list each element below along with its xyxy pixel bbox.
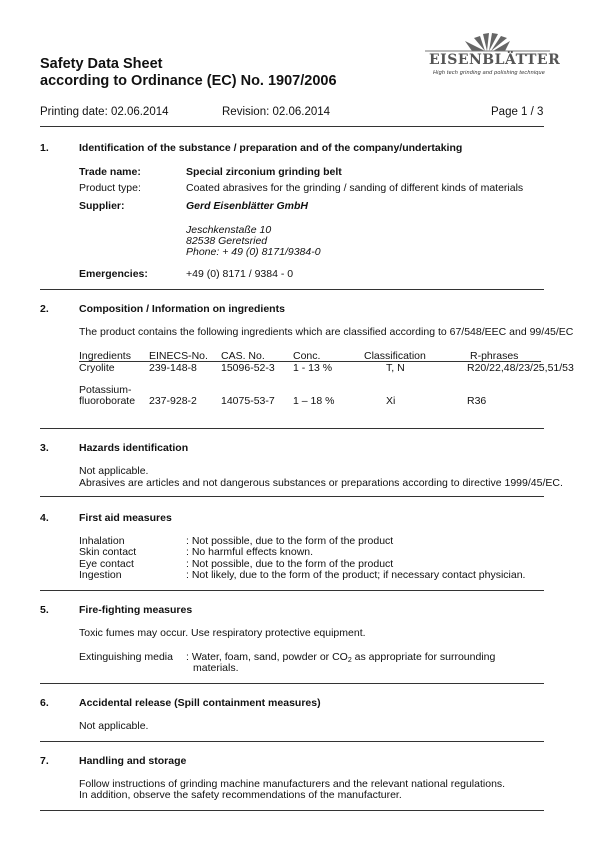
cas-number: 15096-52-3	[221, 362, 275, 374]
hazards-text: Abrasives are articles and not dangerous substances or preparations according to directive 1999/45/EC.	[79, 477, 563, 489]
first-aid-label: Skin contact	[79, 546, 137, 558]
col-header-ingredients: Ingredients	[79, 350, 131, 362]
section-number: 4.	[40, 512, 49, 524]
logo-sunburst-icon	[425, 30, 550, 52]
classification: T, N	[386, 362, 405, 374]
supplier-value: Gerd Eisenblätter GmbH	[186, 200, 308, 212]
section-number: 1.	[40, 142, 49, 154]
fire-fighting-text: Toxic fumes may occur. Use respiratory protective equipment.	[79, 627, 366, 639]
section-heading: Fire-fighting measures	[79, 604, 193, 616]
logo-tagline: High tech grinding and polishing technique	[433, 70, 546, 76]
concentration: 1 – 18 %	[293, 395, 335, 407]
col-header-einecs: EINECS-No.	[149, 350, 208, 362]
extinguishing-media-part: : Water, foam, sand, powder or CO	[186, 651, 348, 663]
section-number: 6.	[40, 697, 49, 709]
section-number: 2.	[40, 303, 49, 315]
printing-date: Printing date: 02.06.2014	[40, 106, 169, 118]
section-number: 3.	[40, 442, 49, 454]
product-type-label: Product type:	[79, 182, 141, 194]
divider	[40, 289, 544, 290]
section-number: 7.	[40, 755, 49, 767]
extinguishing-media-label: Extinguishing media	[79, 651, 173, 663]
section-heading: Identification of the substance / preparation and of the company/undertaking	[79, 142, 463, 154]
divider	[40, 428, 544, 429]
accidental-release-text: Not applicable.	[79, 720, 149, 732]
address-street: Jeschkenstaße 10	[186, 224, 272, 236]
extinguishing-media-cont: materials.	[193, 662, 239, 674]
first-aid-text: : No harmful effects known.	[186, 546, 314, 558]
cas-number: 14075-53-7	[221, 395, 275, 407]
divider	[40, 810, 544, 811]
section-heading: Hazards identification	[79, 442, 189, 454]
first-aid-label: Eye contact	[79, 558, 134, 570]
first-aid-text: : Not likely, due to the form of the product; if necessary contact physician.	[186, 569, 526, 581]
concentration: 1 - 13 %	[293, 362, 333, 374]
divider	[40, 496, 544, 497]
section-heading: First aid measures	[79, 512, 172, 524]
address-city: 82538 Geretsried	[186, 235, 268, 247]
handling-text: Follow instructions of grinding machine manufacturers and the relevant national regulations.	[79, 778, 506, 790]
ingredient-name: Cryolite	[79, 362, 115, 374]
col-header-r-phrases: R-phrases	[470, 350, 519, 362]
hazards-text: Not applicable.	[79, 465, 149, 477]
extinguishing-media-part: as appropriate for surrounding	[351, 651, 496, 663]
emergencies-label: Emergencies:	[79, 268, 148, 280]
classification: Xi	[386, 395, 396, 407]
emergencies-value: +49 (0) 8171 / 9384 - 0	[186, 268, 294, 280]
logo-wordmark: EISENBLÄTTER	[429, 52, 561, 68]
document-title: Safety Data Sheet	[40, 56, 163, 72]
revision-date: Revision: 02.06.2014	[222, 106, 331, 118]
section-heading: Accidental release (Spill containment measures)	[79, 697, 321, 709]
supplier-label: Supplier:	[79, 200, 125, 212]
divider	[40, 683, 544, 684]
trade-name-label: Trade name:	[79, 166, 141, 178]
handling-text: In addition, observe the safety recommendations of the manufacturer.	[79, 789, 402, 801]
page-number: Page 1 / 3	[491, 106, 544, 118]
company-logo	[425, 30, 561, 78]
document-subtitle: according to Ordinance (EC) No. 1907/2006	[40, 73, 337, 89]
first-aid-label: Inhalation	[79, 535, 125, 547]
einecs-number: 237-928-2	[149, 395, 197, 407]
r-phrases: R20/22,48/23/25,51/53	[467, 362, 574, 374]
col-header-conc: Conc.	[293, 350, 321, 362]
divider	[40, 590, 544, 591]
ingredient-name: Potassium-	[79, 384, 132, 396]
composition-intro: The product contains the following ingredients which are classified according to 67/548/EEC and 99/45/EC	[79, 326, 574, 338]
divider	[40, 126, 544, 127]
first-aid-text: : Not possible, due to the form of the product	[186, 558, 394, 570]
first-aid-text: : Not possible, due to the form of the product	[186, 535, 394, 547]
trade-name-value: Special zirconium grinding belt	[186, 166, 342, 178]
r-phrases: R36	[467, 395, 487, 407]
divider	[40, 741, 544, 742]
section-number: 5.	[40, 604, 49, 616]
section-heading: Handling and storage	[79, 755, 187, 767]
col-header-cas: CAS. No.	[221, 350, 265, 362]
first-aid-label: Ingestion	[79, 569, 122, 581]
einecs-number: 239-148-8	[149, 362, 197, 374]
co2-subscript: 2	[347, 657, 352, 664]
supplier-phone: Phone: + 49 (0) 8171/9384-0	[186, 246, 321, 258]
section-heading: Composition / Information on ingredients	[79, 303, 285, 315]
product-type-value: Coated abrasives for the grinding / sanding of different kinds of materials	[186, 182, 524, 194]
col-header-classification: Classification	[364, 350, 426, 362]
ingredient-name-cont: fluoroborate	[79, 395, 136, 407]
